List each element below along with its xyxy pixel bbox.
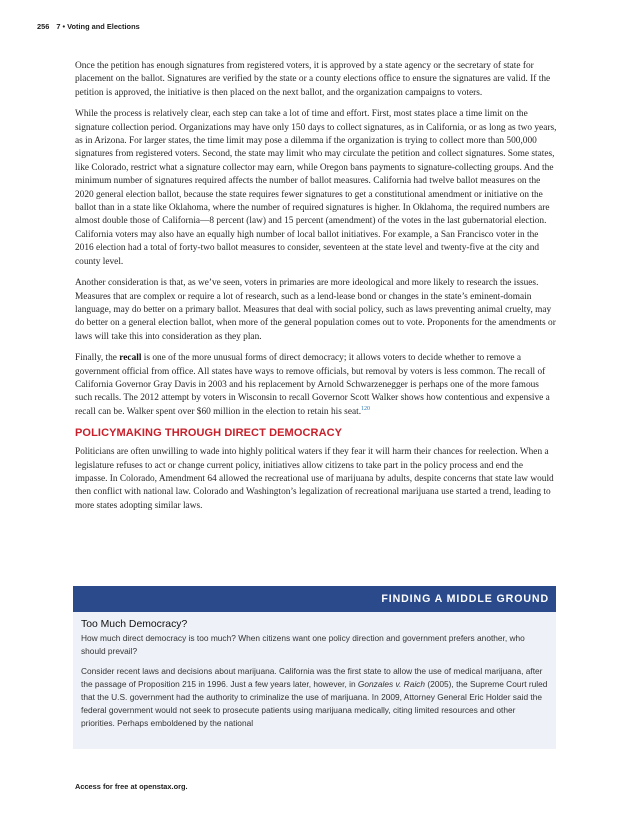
case-name: Gonzales v. Raich [357, 679, 425, 689]
chapter-title: 7 • Voting and Elections [56, 22, 140, 31]
page-number: 256 [37, 22, 50, 31]
feature-banner: FINDING A MIDDLE GROUND [73, 586, 556, 612]
feature-text-after: (2005), the Supreme Court ruled that the U.S. government had the authority to criminalize the use of marijuana. In 2009, Attorney General Eric Holder said the federal government would not seek to prosecute patients using marijuana medically, citing limited resources and other priorities. Perhaps emboldened by the national [81, 679, 548, 728]
main-content [75, 60, 557, 521]
page-footer: Access for free at openstax.org. [75, 782, 188, 791]
feature-body [73, 612, 556, 730]
feature-box [73, 586, 556, 749]
feature-intro: How much direct democracy is too much? When citizens want one policy direction and government prefers another, who should prevail? [81, 633, 525, 656]
paragraph-recall [75, 352, 557, 419]
feature-text-before: Consider recent laws and decisions about marijuana. California was the first state to allow the use of medical marijuana, after the passage of Proposition 215 in 1996. Just a few years later, however, in [81, 666, 543, 689]
feature-paragraph [81, 665, 548, 730]
footnote-link[interactable]: 120 [361, 405, 371, 412]
feature-title: Too Much Democracy? [81, 619, 188, 630]
section-heading: POLICYMAKING THROUGH DIRECT DEMOCRACY [75, 427, 343, 440]
paragraph-direct-democracy: Politicians are often unwilling to wade into highly political waters if they fear it will harm their chances for reelection. When a legislature refuses to act or change current policy, initiatives allow citizens to take part in the policy process and end the impasse. In Colorado, Amendment 64 allowed the recreational use of marijuana by adults, despite concerns that state law would then conflict with national law. Colorado and Washington’s legalization of recreational marijuana use started a trend, leading to more states adopting similar laws. [75, 447, 554, 511]
recall-text-before: Finally, the [75, 353, 120, 364]
recall-text-after: is one of the more unusual forms of direct democracy; it allows voters to decide whether to remove a government official from office. All states have ways to remove officials, but removal by voters is less common. The recall of California Governor Gray Davis in 2003 and his replacement by Arnold Schwarzenegger is perhaps one of the more famous such recalls. The 2012 attempt by voters in Wisconsin to recall Governor Scott Walker shows how contentious and expensive a recall can be. Walker spent over $60 million in the election to retain his seat. [75, 353, 550, 417]
key-term-recall: recall [119, 353, 142, 364]
paragraph-process-difficulty: While the process is relatively clear, each step can take a lot of time and effort. First, most states place a time limit on the signature collection period. Organizations may have only 150 days to collect signatures, as in California, or as long as two years, as in Arizona. For larger states, the time limit may pose a dilemma if the organization is trying to collect more than 500,000 signatures from registered voters. Second, the state may limit who may circulate the petition and collect signatures. Some states, like Colorado, restrict what a signature collector may earn, while Oregon bans payments to signature-collecting groups. And the minimum number of signatures required affects the number of ballot measures. California had twelve ballot measures on the 2020 general election ballot, because the state requires fewer signatures to get a constitutional amendment or initiative on the ballot than in a state like Oklahoma, where the number of required signatures is higher. In Oklahoma, the required numbers are almost double those of California—8 percent (law) and 15 percent (amendment) of the votes in the last gubernatorial election. California voters may also have an equally high number of local ballot initiatives. For example, a San Francisco voter in the 2016 election had a total of forty-two ballot measures to consider, seventeen at the state level and twenty-five at the city and county level. [75, 109, 557, 267]
running-head [37, 22, 140, 31]
paragraph-petition-approval: Once the petition has enough signatures from registered voters, it is approved by a state agency or the secretary of state for placement on the ballot. Signatures are verified by the state or a county elections office to ensure the signatures are valid. If the petition is approved, the initiative is then placed on the next ballot, and the organization campaigns to voters. [75, 61, 551, 98]
paragraph-primaries-consideration: Another consideration is that, as we’ve seen, voters in primaries are more ideological and more likely to research the issues. Measures that are complex or require a lot of research, such as a lend-lease bond or changes in the state’s eminent-domain language, may do better on a primary ballot. Measures that deal with social policy, such as laws preventing animal cruelty, may do better on a general election ballot, when more of the general population comes out to vote. Proponents for the amendments or laws will take this into consideration as they plan. [75, 278, 556, 342]
